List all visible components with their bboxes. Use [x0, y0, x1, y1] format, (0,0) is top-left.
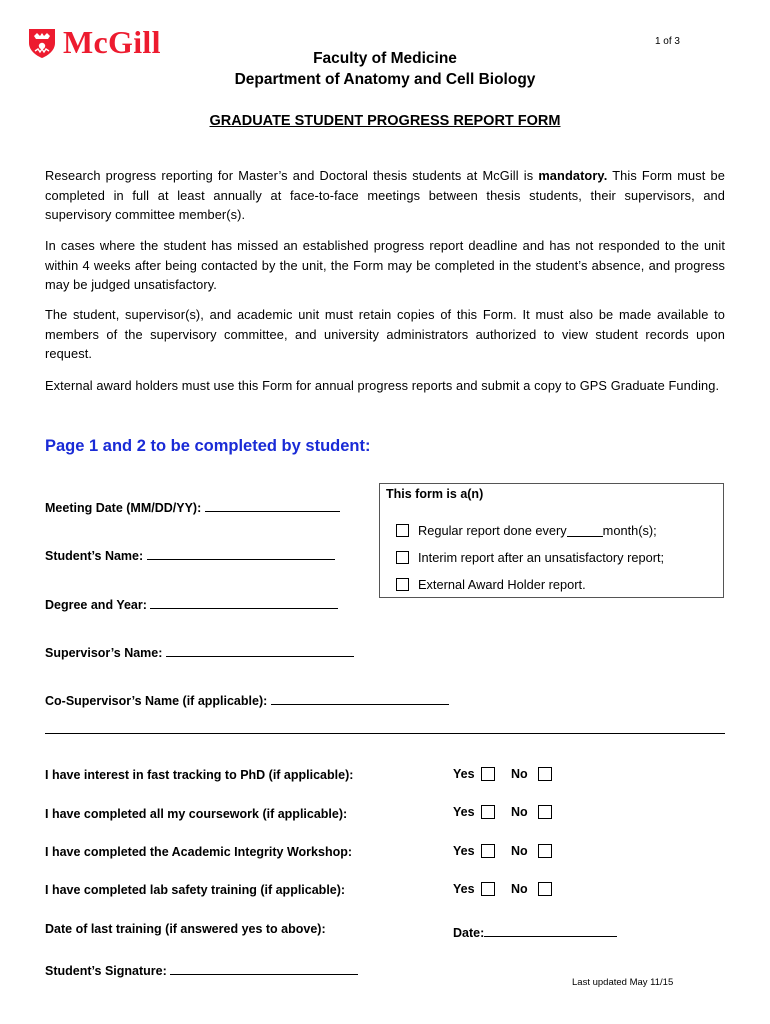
coursework-yes [453, 805, 495, 819]
fast-track-no [511, 767, 552, 781]
regular-report-option [396, 523, 657, 538]
lab-safety-no [511, 882, 552, 896]
supervisor-name-field [45, 642, 354, 660]
lab-safety-yes-checkbox[interactable] [481, 882, 495, 896]
integrity-yes-checkbox[interactable] [481, 844, 495, 858]
regular-report-checkbox[interactable] [396, 524, 409, 537]
question-fast-track: I have interest in fast tracking to PhD (if applicable): [45, 768, 354, 782]
co-supervisor-name-label: Co-Supervisor’s Name (if applicable): [45, 694, 268, 708]
intro-p1-text: Research progress reporting for Master’s and Doctoral thesis students at McGill is [45, 168, 539, 183]
faculty-heading: Faculty of Medicine [313, 50, 457, 67]
degree-year-label: Degree and Year: [45, 598, 147, 612]
co-supervisor-name-field [45, 690, 449, 708]
external-award-checkbox[interactable] [396, 578, 409, 591]
lab-safety-yes [453, 882, 495, 896]
fast-track-yes-checkbox[interactable] [481, 767, 495, 781]
integrity-no-checkbox[interactable] [538, 844, 552, 858]
lab-safety-no-checkbox[interactable] [538, 882, 552, 896]
supervisor-name-input[interactable] [166, 642, 354, 657]
section-divider [45, 733, 725, 734]
student-name-field [45, 545, 335, 563]
date-label: Date: [453, 926, 485, 940]
logo-wordmark: McGill [63, 24, 161, 60]
student-signature-input[interactable] [170, 960, 358, 975]
student-signature-label: Student’s Signature: [45, 964, 167, 978]
co-supervisor-name-input[interactable] [271, 690, 449, 705]
meeting-date-label: Meeting Date (MM/DD/YY): [45, 501, 202, 515]
student-name-input[interactable] [147, 545, 335, 560]
yes-label: Yes [453, 882, 475, 896]
meeting-date-input[interactable] [205, 497, 340, 512]
question-lab-safety: I have completed lab safety training (if applicable): [45, 883, 346, 897]
page-number: 1 of 3 [654, 36, 680, 47]
fast-track-yes [453, 767, 495, 781]
form-title: GRADUATE STUDENT PROGRESS REPORT FORM [209, 113, 561, 129]
external-award-label: External Award Holder report. [418, 577, 586, 592]
last-training-date-field [453, 922, 617, 940]
coursework-yes-checkbox[interactable] [481, 805, 495, 819]
form-type-title: This form is a(n) [386, 487, 484, 501]
question-integrity-workshop: I have completed the Academic Integrity Workshop: [45, 845, 353, 859]
last-training-label: Date of last training (if answered yes to above): [45, 922, 326, 936]
intro-p1-bold: mandatory. [538, 168, 608, 183]
interim-report-checkbox[interactable] [396, 551, 409, 564]
months-input[interactable] [567, 524, 603, 537]
coursework-no-checkbox[interactable] [538, 805, 552, 819]
no-label: No [511, 767, 528, 781]
interim-report-option [396, 550, 664, 565]
student-signature-field [45, 960, 358, 978]
regular-report-label: Regular report done every [418, 523, 567, 538]
no-label: No [511, 844, 528, 858]
intro-paragraph-4: External award holders must use this Form for annual progress reports and submit a copy to GPS Graduate Funding. [45, 378, 720, 393]
supervisor-name-label: Supervisor’s Name: [45, 646, 163, 660]
no-label: No [511, 882, 528, 896]
intro-paragraph-2: In cases where the student has missed an established progress report deadline and has not responded to the unit within 4 weeks after being contacted by the unit, the Form may be completed in the student’s absence, and progress may be judged unsatisfactory. [45, 238, 725, 292]
interim-report-label: Interim report after an unsatisfactory report; [418, 550, 665, 565]
external-award-option [396, 577, 586, 592]
yes-label: Yes [453, 844, 475, 858]
regular-report-label-end: month(s); [602, 523, 657, 538]
yes-label: Yes [453, 767, 475, 781]
yes-label: Yes [453, 805, 475, 819]
coursework-no [511, 805, 552, 819]
fast-track-no-checkbox[interactable] [538, 767, 552, 781]
no-label: No [511, 805, 528, 819]
intro-paragraph-1 [45, 166, 725, 225]
integrity-yes [453, 844, 495, 858]
degree-year-input[interactable] [150, 594, 338, 609]
meeting-date-field [45, 497, 340, 515]
section-heading: Page 1 and 2 to be completed by student: [45, 437, 371, 455]
student-name-label: Student’s Name: [45, 549, 144, 563]
degree-year-field [45, 594, 338, 612]
last-updated-footer: Last updated May 11/15 [572, 977, 674, 988]
department-heading: Department of Anatomy and Cell Biology [234, 71, 536, 88]
last-training-date-input[interactable] [484, 922, 617, 937]
intro-paragraph-3: The student, supervisor(s), and academic unit must retain copies of this Form. It must also be made available to members of the supervisory committee, and university administrators authorized to view student records upon request. [45, 307, 725, 361]
intro-p1-text-end: This Form must be completed in full at least annually at face-to-face meetings between thesis students, their supervisors, and supervisory committee member(s). [45, 168, 725, 222]
question-coursework: I have completed all my coursework (if applicable): [45, 807, 348, 821]
integrity-no [511, 844, 552, 858]
